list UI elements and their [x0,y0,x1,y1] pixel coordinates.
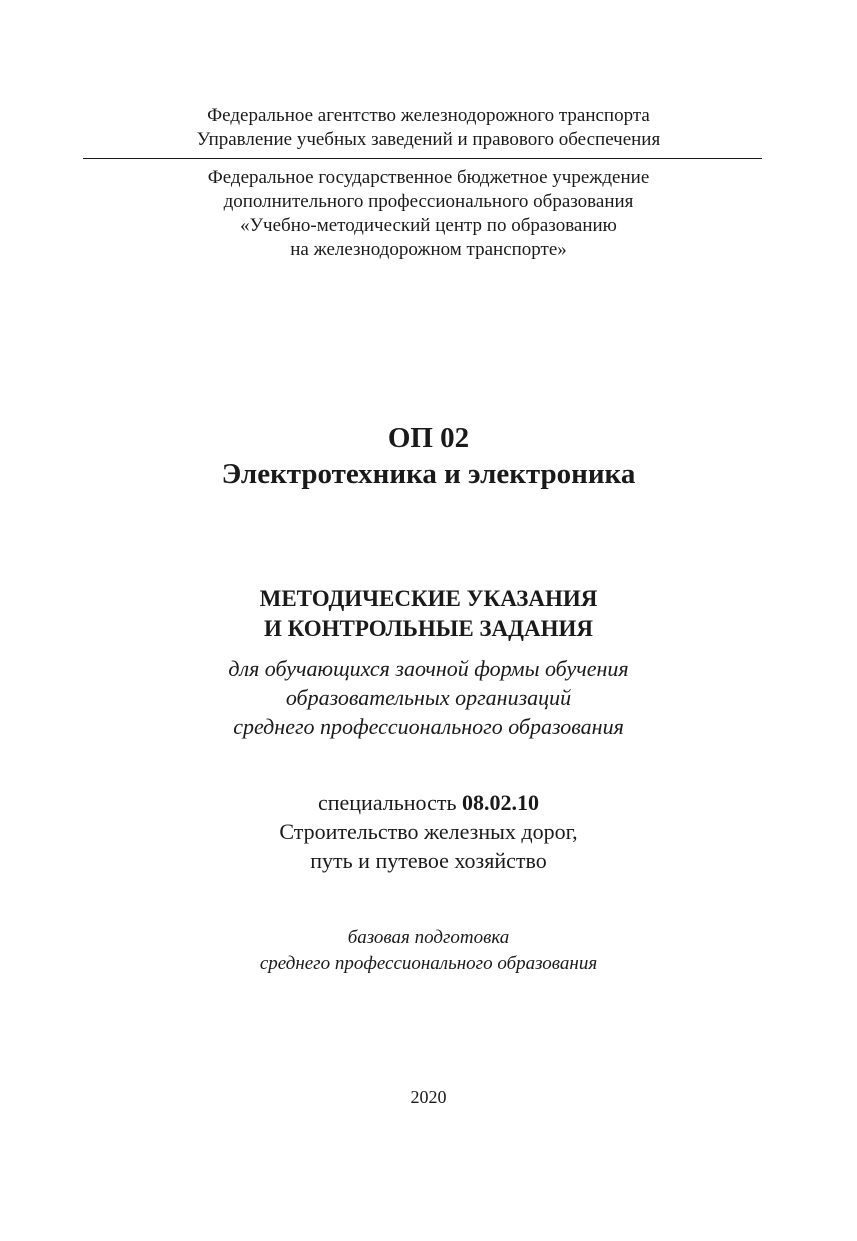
audience-line-3: среднего профессионального образования [233,714,624,739]
header-agency-block [0,104,857,152]
institution-block [0,166,857,262]
institution-line-3: «Учебно-методический центр по образованию [240,215,617,236]
document-type-line-2: И КОНТРОЛЬНЫЕ ЗАДАНИЯ [263,616,593,641]
institution-line-4: на железнодорожном транспорте» [290,239,567,260]
training-level-block [0,925,857,977]
specialty-line-2: Строительство железных дорог, [279,819,578,844]
audience-line-2: образовательных организаций [285,685,572,710]
year-text: 2020 [410,1087,447,1107]
specialty-code: 08.02.10 [462,790,540,815]
subject-name: Электротехника и электроника [221,458,636,490]
publication-year [0,1085,857,1109]
specialty-block [0,788,857,875]
training-level-line-1: базовая подготовка [347,927,510,948]
specialty-line-1 [0,788,857,817]
document-type [0,584,857,644]
department-name: Управление учебных заведений и правового обеспечения [196,129,661,150]
training-level-line-2: среднего профессионального образования [259,953,598,974]
agency-name: Федеральное агентство железнодорожного транспорта [207,105,650,126]
institution-line-1: Федеральное государственное бюджетное учреждение [207,167,650,188]
specialty-prefix: специальность [317,790,463,815]
audience-block [0,654,857,741]
institution-line-2: дополнительного профессионального образования [223,191,634,212]
document-type-line-1: МЕТОДИЧЕСКИЕ УКАЗАНИЯ [259,586,598,611]
specialty-line-3: путь и путевое хозяйство [310,848,547,873]
subject-title [0,420,857,492]
subject-code: ОП 02 [387,422,470,454]
header-divider [83,158,762,159]
audience-line-1: для обучающихся заочной формы обучения [228,656,629,681]
